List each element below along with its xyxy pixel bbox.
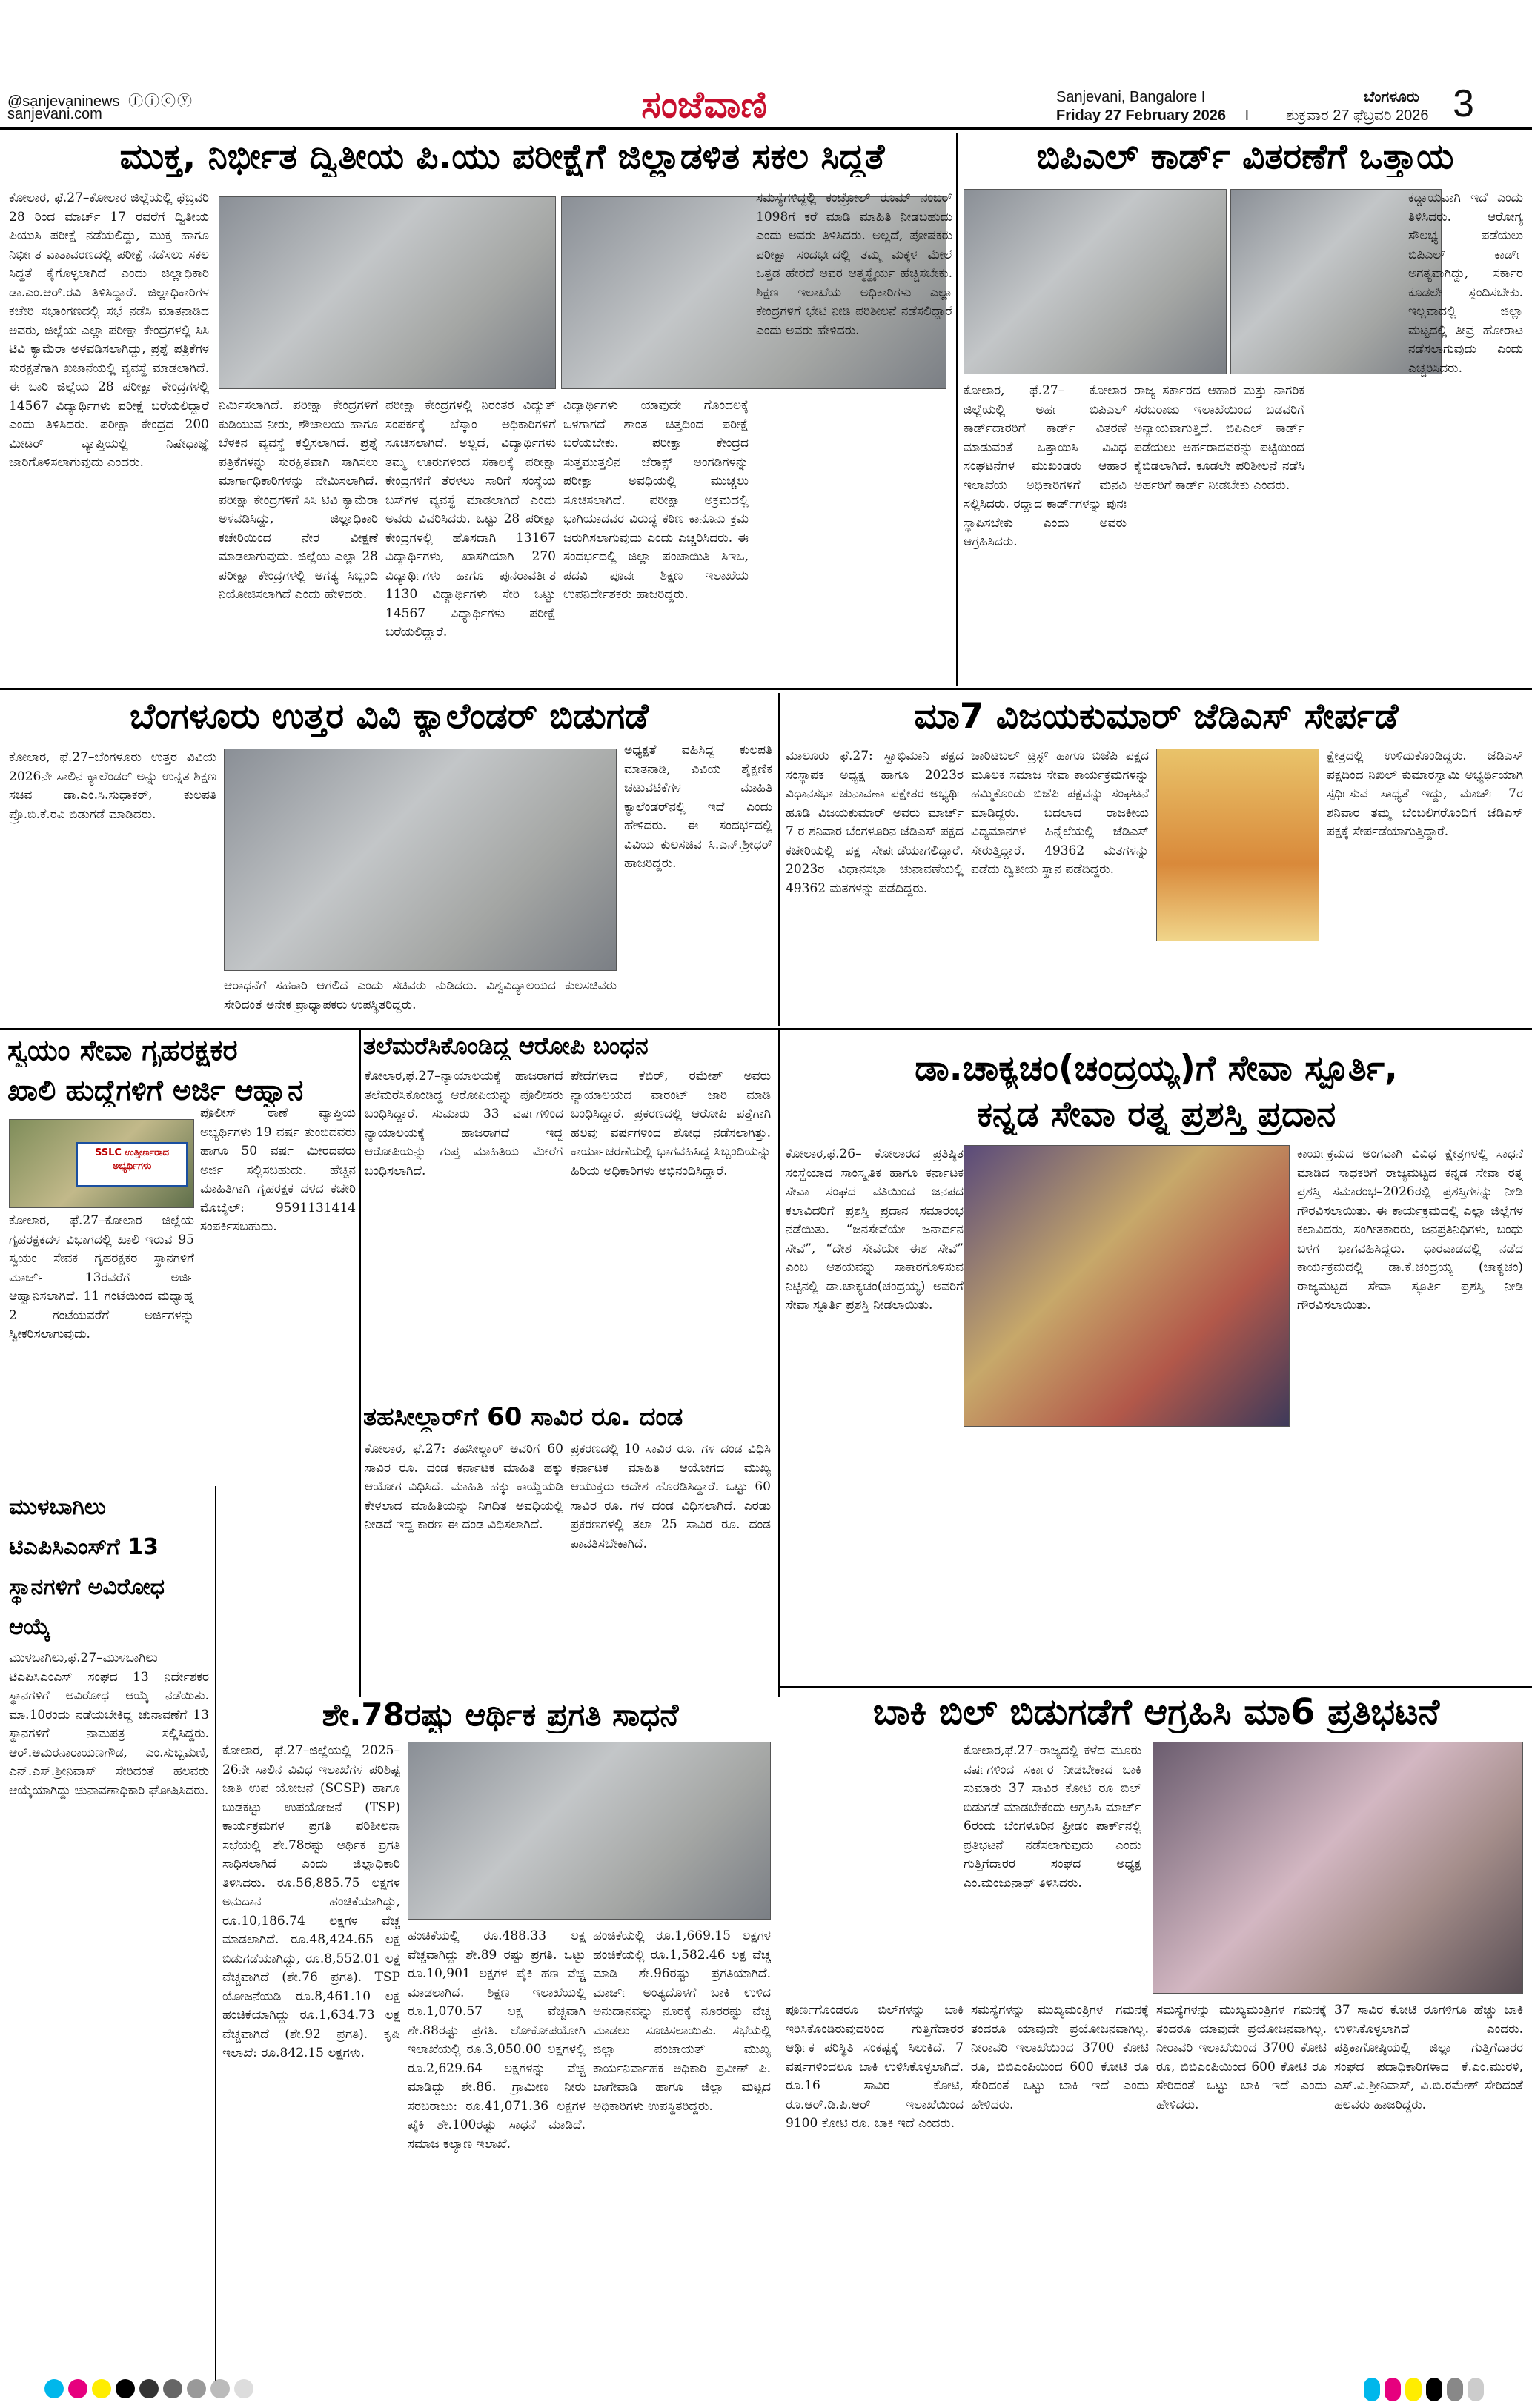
- social-icons: ⓕⓘⓒⓨ: [128, 93, 194, 110]
- article-pu-col-5: ಸಮಸ್ಯೆಗಳಿದ್ದಲ್ಲಿ ಕಂಟ್ರೋಲ್ ರೂಮ್ ನಂಬರ್ 1098ಗೆ ಕರೆ ಮಾಡಿ ಮಾಹಿತಿ ನೀಡಬಹುದು ಎಂದು ಅವರು ತಿಳಿಸಿದರು. ಅಲ್ಲದೆ, ಪೋಷಕರು ಪರೀಕ್ಷಾ ಸಂದರ್ಭದಲ್ಲಿ ತಮ್ಮ ಮಕ್ಕಳ ಮೇಲೆ ಒತ್ತಡ ಹೇರದೆ ಅವರ ಆತ್ಮಸ್ಥೈರ್ಯ ಹೆಚ್ಚಿಸಬೇಕು. ಶಿಕ್ಷಣ ಇಲಾಖೆಯ ಅಧಿಕಾರಿಗಳು ಎಲ್ಲಾ ಕೇಂದ್ರಗಳಿಗೆ ಭೇಟಿ ನೀಡಿ ಪರಿಶೀಲನೆ ನಡೆಸಲಿದ್ದಾರೆ ಎಂದು ಅವರು ಹೇಳಿದರು.: [756, 190, 952, 338]
- edition-name: Sanjevani, Bangalore I: [1056, 89, 1206, 105]
- photo-home-guards-sign: SSLC ಉತ್ತೀರ್ಣರಾದ ಅಭ್ಯರ್ಥಿಗಳು: [76, 1142, 188, 1187]
- article-guards-col-2: ಪೊಲೀಸ್ ಠಾಣೆ ವ್ಯಾಪ್ತಿಯ ಅಭ್ಯರ್ಥಿಗಳು 19 ವರ್ಷ ತುಂಬಿದವರು ಹಾಗೂ 50 ವರ್ಷ ಮೀರದವರು ಅರ್ಜಿ ಸಲ್ಲಿಸಬಹುದು. ಹೆಚ್ಚಿನ ಮಾಹಿತಿಗಾಗಿ ಗೃಹರಕ್ಷಕ ದಳದ ಕಚೇರಿ ಮೊಬೈಲ್: 9591131414 ಸಂಪರ್ಕಿಸಬಹುದು.: [200, 1106, 356, 1234]
- photo-progress-meeting: [408, 1742, 771, 1920]
- article-calendar-col-1: ಕೋಲಾರ, ಫೆ.27–ಬೆಂಗಳೂರು ಉತ್ತರ ವಿವಿಯ 2026ನೇ ಸಾಲಿನ ಕ್ಯಾಲೆಂಡರ್ ಅನ್ನು ಉನ್ನತ ಶಿಕ್ಷಣ ಸಚಿವ ಡಾ.ಎಂ.ಸಿ.ಸುಧಾಕರ್, ಕುಲಪತಿ ಪ್ರೊ.ಬಿ.ಕೆ.ರವಿ ಬಿಡುಗಡೆ ಮಾಡಿದರು.: [9, 750, 216, 822]
- article-fine-col-1: ಕೋಲಾರ, ಫೆ.27: ತಹಸೀಲ್ದಾರ್ ಅವರಿಗೆ 60 ಸಾವಿರ ರೂ. ದಂಡ ಕರ್ನಾಟಕ ಮಾಹಿತಿ ಹಕ್ಕು ಆಯೋಗ ವಿಧಿಸಿದೆ. ಮಾಹಿತಿ ಹಕ್ಕು ಕಾಯ್ದೆಯಡಿ ಕೇಳಲಾದ ಮಾಹಿತಿಯನ್ನು ನಿಗದಿತ ಅವಧಿಯಲ್ಲಿ ನೀಡದೆ ಇದ್ದ ಕಾರಣ ಈ ದಂಡ ವಿಧಿಸಲಾಗಿದೆ.: [365, 1442, 563, 1532]
- headline-pu-exam: ಮುಕ್ತ, ನಿರ್ಭೀತ ದ್ವಿತೀಯ ಪಿ.ಯು ಪರೀಕ್ಷೆಗೆ ಜಿಲ್ಲಾಡಳಿತ ಸಕಲ ಸಿದ್ಧತೆ: [119, 137, 885, 177]
- article-bpl-col-2: ರಾಜ್ಯ ಸರ್ಕಾರದ ಆಹಾರ ಮತ್ತು ನಾಗರಿಕ ಸರಬರಾಜು ಇಲಾಖೆಯಿಂದ ಬಡವರಿಗೆ ಅನ್ಯಾಯವಾಗುತ್ತಿದೆ. ಬಿಪಿಎಲ್ ಕಾರ್ಡ್ ಪಡೆಯಲು ಅರ್ಹರಾದವರನ್ನು ಪಟ್ಟಿಯಿಂದ ಕೈಬಿಡಲಾಗಿದೆ. ಕೂಡಲೇ ಪರಿಶೀಲನೆ ನಡೆಸಿ ಅರ್ಹರಿಗೆ ಕಾರ್ಡ್ ನೀಡಬೇಕು ಎಂದರು.: [1134, 383, 1304, 493]
- social-handle[interactable]: @sanjevaninews: [7, 93, 120, 110]
- article-arrest-col-2: ಪೇದೆಗಳಾದ ಕೆಬಿರ್, ರಮೇಶ್ ಅವರು ನ್ಯಾಯಾಲಯದ ವಾರಂಟ್ ಜಾರಿ ಮಾಡಿ ಬಂಧಿಸಿದ್ದಾರೆ. ಪ್ರಕರಣದಲ್ಲಿ ಆರೋಪಿ ಪತ್ತೆಗಾಗಿ ಹಲವು ವರ್ಷಗಳಿಂದ ಶೋಧ ನಡೆಸಲಾಗಿತ್ತು. ಕಾರ್ಯಾಚರಣೆಯಲ್ಲಿ ಭಾಗವಹಿಸಿದ್ದ ಸಿಬ್ಬಂದಿಯನ್ನು ಹಿರಿಯ ಅಧಿಕಾರಿಗಳು ಅಭಿನಂದಿಸಿದ್ದಾರೆ.: [571, 1069, 771, 1178]
- edition-city: ಬೆಂಗಳೂರು: [1364, 89, 1419, 105]
- headline-pending-bills: ಬಾಕಿ ಬಿಲ್ ಬಿಡುಗಡೆಗೆ ಆಗ್ರಹಿಸಿ ಮಾ6 ಪ್ರತಿಭಟನೆ: [872, 1692, 1440, 1733]
- subhead-home-guards: ಖಾಲಿ ಹುದ್ದೆಗಳಿಗೆ ಅರ್ಜಿ ಆಹ್ವಾನ: [7, 1075, 304, 1107]
- registration-color-marks-left: [44, 2379, 258, 2401]
- article-bills-col-3: ಸಮಸ್ಯೆಗಳನ್ನು ಮುಖ್ಯಮಂತ್ರಿಗಳ ಗಮನಕ್ಕೆ ತಂದರೂ ಯಾವುದೇ ಪ್ರಯೋಜನವಾಗಿಲ್ಲ. ನೀರಾವರಿ ಇಲಾಖೆಯಿಂದ 3700 ಕೋಟಿ ರೂ, ಬಿಬಿಎಂಪಿಯಿಂದ 600 ಕೋಟಿ ರೂ ಸೇರಿದಂತೆ ಒಟ್ಟು ಬಾಕಿ ಇದೆ ಎಂದು ಹೇಳಿದರು.: [971, 2003, 1149, 2112]
- article-jds-col-3: ಕ್ಷೇತ್ರದಲ್ಲಿ ಉಳಿದುಕೊಂಡಿದ್ದರು. ಜೆಡಿಎಸ್ ಪಕ್ಷದಿಂದ ನಿಖಿಲ್ ಕುಮಾರಸ್ವಾಮಿ ಅಭ್ಯರ್ಥಿಯಾಗಿ ಸ್ಪರ್ಧಿಸುವ ಸಾಧ್ಯತೆ ಇದ್ದು, ಮಾರ್ಚ್ 7ರ ಶನಿವಾರ ತಮ್ಮ ಬೆಂಬಲಿಗರೊಂದಿಗೆ ಜೆಡಿಎಸ್ ಪಕ್ಷಕ್ಕೆ ಸೇರ್ಪಡೆಯಾಗುತ್ತಿದ್ದಾರೆ.: [1327, 749, 1523, 839]
- date-english: Friday 27 February 2026: [1056, 107, 1227, 124]
- registration-color-marks-right: [1364, 2378, 1488, 2404]
- photo-bpl-meeting: [964, 189, 1227, 374]
- article-progress-col-2: ಹಂಚಿಕೆಯಲ್ಲಿ ರೂ.488.33 ಲಕ್ಷ ವೆಚ್ಚವಾಗಿದ್ದು ಶೇ.89 ರಷ್ಟು ಪ್ರಗತಿ. ಒಟ್ಟು ರೂ.10,901 ಲಕ್ಷಗಳ ಪೈಕಿ ಹಣ ವೆಚ್ಚ ಮಾಡಲಾಗಿದೆ. ಶಿಕ್ಷಣ ಇಲಾಖೆಯಲ್ಲಿ ರೂ.1,070.57 ಲಕ್ಷ ವೆಚ್ಚವಾಗಿ ಶೇ.88ರಷ್ಟು ಪ್ರಗತಿ. ಲೋಕೋಪಯೋಗಿ ಇಲಾಖೆಯಲ್ಲಿ ರೂ.3,050.00 ಲಕ್ಷಗಳಲ್ಲಿ ರೂ.2,629.64 ಲಕ್ಷಗಳನ್ನು ವೆಚ್ಚ ಮಾಡಿದ್ದು ಶೇ.86. ಗ್ರಾಮೀಣ ನೀರು ಸರಬರಾಜು: ರೂ.41,071.36 ಲಕ್ಷಗಳ ಪೈಕಿ ಶೇ.100ರಷ್ಟು ಸಾಧನೆ ಮಾಡಿದೆ. ಸಮಾಜ ಕಲ್ಯಾಣ ಇಲಾಖೆ.: [408, 1928, 586, 2152]
- photo-vijayakumar-portrait: [1156, 749, 1319, 941]
- section-rule: [0, 1028, 1532, 1030]
- column-rule: [215, 1486, 216, 2394]
- article-mulbagal-col-1: ಮುಳಬಾಗಿಲು,ಫೆ.27–ಮುಳಬಾಗಿಲು ಟಿಎಪಿಸಿಎಂಎಸ್ ಸಂಘದ 13 ನಿರ್ದೇಶಕರ ಸ್ಥಾನಗಳಿಗೆ ಅವಿರೋಧ ಆಯ್ಕೆ ನಡೆಯಿತು. ಮಾ.10ರಂದು ನಡೆಯಬೇಕಿದ್ದ ಚುನಾವಣೆಗೆ 13 ಸ್ಥಾನಗಳಿಗೆ ನಾಮಪತ್ರ ಸಲ್ಲಿಸಿದ್ದರು. ಆರ್.ಅಮರನಾರಾಯಣಗೌಡ, ಎಂ.ಸುಬ್ಬಮಣಿ, ಎನ್.ಎಸ್.ಶ್ರೀನಿವಾಸ್ ಸೇರಿದಂತೆ ಹಲವರು ಆಯ್ಕೆಯಾಗಿದ್ದು ಚುನಾವಣಾಧಿಕಾರಿ ಘೋಷಿಸಿದರು.: [9, 1651, 209, 1798]
- headline-accused-arrested: ತಲೆಮರೆಸಿಕೊಂಡಿದ್ದ ಆರೋಪಿ ಬಂಧನ: [363, 1032, 649, 1060]
- article-guards-col-1: ಕೋಲಾರ, ಫೆ.27–ಕೋಲಾರ ಜಿಲ್ಲೆಯ ಗೃಹರಕ್ಷಕದಳ ವಿಭಾಗದಲ್ಲಿ ಖಾಲಿ ಇರುವ 95 ಸ್ವಯಂ ಸೇವಕ ಗೃಹರಕ್ಷಕರ ಸ್ಥಾನಗಳಿಗೆ ಮಾರ್ಚ್ 13ರವರೆಗೆ ಅರ್ಜಿ ಆಹ್ವಾನಿಸಲಾಗಿದೆ. 11 ಗಂಟೆಯಿಂದ ಮಧ್ಯಾಹ್ನ 2 ಗಂಟೆಯವರೆಗೆ ಅರ್ಜಿಗಳನ್ನು ಸ್ವೀಕರಿಸಲಾಗುವುದು.: [9, 1213, 194, 1341]
- article-progress-col-1: ಕೋಲಾರ, ಫೆ.27–ಜಿಲ್ಲೆಯಲ್ಲಿ 2025–26ನೇ ಸಾಲಿನ ವಿವಿಧ ಇಲಾಖೆಗಳ ಪರಿಶಿಷ್ಟ ಜಾತಿ ಉಪ ಯೋಜನೆ (SCSP) ಹಾಗೂ ಬುಡಕಟ್ಟು ಉಪಯೋಜನೆ (TSP) ಕಾರ್ಯಕ್ರಮಗಳ ಪ್ರಗತಿ ಪರಿಶೀಲನಾ ಸಭೆಯಲ್ಲಿ ಶೇ.78ರಷ್ಟು ಆರ್ಥಿಕ ಪ್ರಗತಿ ಸಾಧಿಸಲಾಗಿದೆ ಎಂದು ಜಿಲ್ಲಾಧಿಕಾರಿ ತಿಳಿಸಿದರು. ರೂ.56,885.75 ಲಕ್ಷಗಳ ಅನುದಾನ ಹಂಚಿಕೆಯಾಗಿದ್ದು, ರೂ.10,186.74 ಲಕ್ಷಗಳ ವೆಚ್ಚ ಮಾಡಲಾಗಿದೆ. ರೂ.48,424.65 ಲಕ್ಷ ಬಿಡುಗಡೆಯಾಗಿದ್ದು, ರೂ.8,552.01 ಲಕ್ಷ ವೆಚ್ಚವಾಗಿದೆ (ಶೇ.76 ಪ್ರಗತಿ). TSP ಯೋಜನೆಯಡಿ ರೂ.8,461.10 ಲಕ್ಷ ಹಂಚಿಕೆಯಾಗಿದ್ದು ರೂ.1,634.73 ಲಕ್ಷ ವೆಚ್ಚವಾಗಿದೆ (ಶೇ.92 ಪ್ರಗತಿ). ಕೃಷಿ ಇಲಾಖೆ: ರೂ.842.15 ಲಕ್ಷಗಳು.: [222, 1743, 400, 2060]
- column-rule: [359, 1030, 361, 1697]
- headline-economic-progress: ಶೇ.78ರಷ್ಟು ಆರ್ಥಿಕ ಪ್ರಗತಿ ಸಾಧನೆ: [322, 1697, 679, 1733]
- newspaper-logo: ಸಂಜೆವಾಣಿ: [641, 82, 767, 126]
- article-bills-col-5: ಸಮಸ್ಯೆಗಳನ್ನು ಮುಖ್ಯಮಂತ್ರಿಗಳ ಗಮನಕ್ಕೆ ತಂದರೂ ಯಾವುದೇ ಪ್ರಯೋಜನವಾಗಿಲ್ಲ. ನೀರಾವರಿ ಇಲಾಖೆಯಿಂದ 3700 ಕೋಟಿ ರೂ, ಬಿಬಿಎಂಪಿಯಿಂದ 600 ಕೋಟಿ ರೂ ಸೇರಿದಂತೆ ಒಟ್ಟು ಬಾಕಿ ಇದೆ ಎಂದು ಹೇಳಿದರು.: [1156, 2003, 1327, 2112]
- column-rule: [778, 1030, 780, 1697]
- masthead-rule: [0, 127, 1532, 130]
- date-line: Friday 27 February 2026 I ಶುಕ್ರವಾರ 27 ಫೆಬ್ರವರಿ 2026: [1056, 107, 1429, 124]
- article-fine-col-2: ಪ್ರಕರಣದಲ್ಲಿ 10 ಸಾವಿರ ರೂ. ಗಳ ದಂಡ ವಿಧಿಸಿ ಕರ್ನಾಟಕ ಮಾಹಿತಿ ಆಯೋಗದ ಮುಖ್ಯ ಆಯುಕ್ತರು ಆದೇಶ ಹೊರಡಿಸಿದ್ದಾರೆ. ಒಟ್ಟು 60 ಸಾವಿರ ರೂ. ಗಳ ದಂಡ ವಿಧಿಸಲಾಗಿದೆ. ಎರಡು ಪ್ರಕರಣಗಳಲ್ಲಿ ತಲಾ 25 ಸಾವಿರ ರೂ. ದಂಡ ಪಾವತಿಸಬೇಕಾಗಿದೆ.: [571, 1442, 771, 1551]
- article-bills-col-1: ಕೋಲಾರ,ಫೆ.27–ರಾಜ್ಯದಲ್ಲಿ ಕಳೆದ ಮೂರು ವರ್ಷಗಳಿಂದ ಸರ್ಕಾರ ನೀಡಬೇಕಾದ ಬಾಕಿ ಸುಮಾರು 37 ಸಾವಿರ ಕೋಟಿ ರೂ ಬಿಲ್ ಬಿಡುಗಡೆ ಮಾಡಬೇಕೆಂದು ಆಗ್ರಹಿಸಿ ಮಾರ್ಚ್ 6ರಂದು ಬೆಂಗಳೂರಿನ ಫ್ರೀಡಂ ಪಾರ್ಕ್‌ನಲ್ಲಿ ಪ್ರತಿಭಟನೆ ನಡೆಸಲಾಗುವುದು ಎಂದು ಗುತ್ತಿಗೆದಾರರ ಸಂಘದ ಅಧ್ಯಕ್ಷ ಎಂ.ಮಂಜುನಾಥ್ ತಿಳಿಸಿದರು.: [964, 1743, 1141, 1890]
- article-arrest-col-1: ಕೋಲಾರ,ಫೆ.27–ನ್ಯಾಯಾಲಯಕ್ಕೆ ಹಾಜರಾಗದೆ ತಲೆಮರೆಸಿಕೊಂಡಿದ್ದ ಆರೋಪಿಯನ್ನು ಪೊಲೀಸರು ಬಂಧಿಸಿದ್ದಾರೆ. ಸುಮಾರು 33 ವರ್ಷಗಳಿಂದ ನ್ಯಾಯಾಲಯಕ್ಕೆ ಹಾಜರಾಗದೆ ಇದ್ದ ಆರೋಪಿಯನ್ನು ಗುಪ್ತ ಮಾಹಿತಿಯ ಮೇರೆಗೆ ಬಂಧಿಸಲಾಗಿದೆ.: [365, 1069, 563, 1178]
- article-progress-col-3: ಹಂಚಿಕೆಯಲ್ಲಿ ರೂ.1,669.15 ಲಕ್ಷಗಳ ಹಂಚಿಕೆಯಲ್ಲಿ ರೂ.1,582.46 ಲಕ್ಷ ವೆಚ್ಚ ಮಾಡಿ ಶೇ.96ರಷ್ಟು ಪ್ರಗತಿಯಾಗಿದೆ. ಮಾರ್ಚ್ ಅಂತ್ಯದೊಳಗೆ ಬಾಕಿ ಉಳಿದ ಅನುದಾನವನ್ನು ನೂರಕ್ಕೆ ನೂರರಷ್ಟು ವೆಚ್ಚ ಮಾಡಲು ಸೂಚಿಸಲಾಯಿತು. ಸಭೆಯಲ್ಲಿ ಜಿಲ್ಲಾ ಪಂಚಾಯತ್ ಮುಖ್ಯ ಕಾರ್ಯನಿರ್ವಾಹಕ ಅಧಿಕಾರಿ ಪ್ರವೀಣ್ ಪಿ. ಬಾಗೇವಾಡಿ ಹಾಗೂ ಜಿಲ್ಲಾ ಮಟ್ಟದ ಅಧಿಕಾರಿಗಳು ಉಪಸ್ಥಿತರಿದ್ದರು.: [593, 1928, 771, 2114]
- article-bills-col-2: ಪೂರ್ಣಗೊಂಡರೂ ಬಿಲ್‌ಗಳನ್ನು ಬಾಕಿ ಇರಿಸಿಕೊಂಡಿರುವುದರಿಂದ ಗುತ್ತಿಗೆದಾರರ ಆರ್ಥಿಕ ಪರಿಸ್ಥಿತಿ ಸಂಕಷ್ಟಕ್ಕೆ ಸಿಲುಕಿದೆ. 7 ವರ್ಷಗಳಿಂದಲೂ ಬಾಕಿ ಉಳಿಸಿಕೊಳ್ಳಲಾಗಿದೆ. ರೂ.16 ಸಾವಿರ ಕೋಟಿ, ರೂ.ಆರ್.ಡಿ.ಪಿ.ಆರ್ ಇಲಾಖೆಯಿಂದ 9100 ಕೋಟಿ ರೂ. ಬಾಕಿ ಇದೆ ಎಂದರು.: [786, 2003, 964, 2131]
- section-rule: [778, 1686, 1532, 1688]
- headline-award: ಡಾ.ಚಾಕ್ಯಚಂ(ಚಂದ್ರಯ್ಯ)ಗೆ ಸೇವಾ ಸ್ಫೂರ್ತಿ,: [915, 1049, 1398, 1089]
- website-link[interactable]: sanjevani.com: [7, 106, 102, 122]
- photo-award-ceremony: [964, 1145, 1290, 1427]
- article-calendar-col-3: ಅಧ್ಯಕ್ಷತೆ ವಹಿಸಿದ್ದ ಕುಲಪತಿ ಮಾತನಾಡಿ, ವಿವಿಯ ಶೈಕ್ಷಣಿಕ ಚಟುವಟಿಕೆಗಳ ಮಾಹಿತಿ ಕ್ಯಾಲೆಂಡರ್‌ನಲ್ಲಿ ಇದೆ ಎಂದು ಹೇಳಿದರು. ಈ ಸಂದರ್ಭದಲ್ಲಿ ವಿವಿಯ ಕುಲಸಚಿವ ಸಿ.ಎನ್.ಶ್ರೀಧರ್ ಹಾಜರಿದ್ದರು.: [624, 743, 772, 871]
- date-kannada: ಶುಕ್ರವಾರ 27 ಫೆಬ್ರವರಿ 2026: [1286, 107, 1429, 124]
- headline-mulbagal: ಮುಳಬಾಗಿಲು ಟಿಎಪಿಸಿಎಂಸ್‌ಗೆ 13 ಸ್ಥಾನಗಳಿಗೆ ಅವಿರೋಧ ಆಯ್ಕೆ: [9, 1494, 165, 1640]
- column-rule: [778, 693, 780, 1026]
- article-award-col-2: ಕಾರ್ಯಕ್ರಮದ ಅಂಗವಾಗಿ ವಿವಿಧ ಕ್ಷೇತ್ರಗಳಲ್ಲಿ ಸಾಧನೆ ಮಾಡಿದ ಸಾಧಕರಿಗೆ ರಾಜ್ಯಮಟ್ಟದ ಕನ್ನಡ ಸೇವಾ ರತ್ನ ಪ್ರಶಸ್ತಿ ಸಮಾರಂಭ–2026ರಲ್ಲಿ ಪ್ರಶಸ್ತಿಗಳನ್ನು ನೀಡಿ ಗೌರವಿಸಲಾಯಿತು. ಈ ಕಾರ್ಯಕ್ರಮದಲ್ಲಿ ಎಲ್ಲಾ ಜಿಲ್ಲೆಗಳ ಕಲಾವಿದರು, ಸಂಗೀತಕಾರರು, ಜನಪ್ರತಿನಿಧಿಗಳು, ಬಂಧು ಬಳಗ ಭಾಗವಹಿಸಿದ್ದರು. ಧಾರವಾಡದಲ್ಲಿ ನಡೆದ ಕಾರ್ಯಕ್ರಮದಲ್ಲಿ ಡಾ.ಕೆ.ಚಂದ್ರಯ್ಯ (ಚಾಕ್ಯಚಂ) ರಾಜ್ಯಮಟ್ಟದ ಸೇವಾ ಸ್ಫೂರ್ತಿ ಪ್ರಶಸ್ತಿ ನೀಡಿ ಗೌರವಿಸಲಾಯಿತು.: [1297, 1147, 1523, 1313]
- edition-line: [1056, 89, 1442, 106]
- photo-pu-meeting: [219, 196, 556, 389]
- photo-contractors-group: [1153, 1742, 1523, 1994]
- section-rule: [0, 688, 1532, 690]
- photo-calendar-release: [224, 749, 617, 971]
- headline-vijayakumar-jds: ಮಾ7 ವಿಜಯಕುಮಾರ್ ಜೆಡಿಎಸ್ ಸೇರ್ಪಡೆ: [914, 697, 1399, 737]
- article-pu-col-4: ವಿದ್ಯಾರ್ಥಿಗಳು ಯಾವುದೇ ಗೊಂದಲಕ್ಕೆ ಒಳಗಾಗದೆ ಶಾಂತ ಚಿತ್ತದಿಂದ ಪರೀಕ್ಷೆ ಬರೆಯಬೇಕು. ಪರೀಕ್ಷಾ ಕೇಂದ್ರದ ಸುತ್ತಮುತ್ತಲಿನ ಜೆರಾಕ್ಸ್ ಅಂಗಡಿಗಳನ್ನು ಪರೀಕ್ಷಾ ಅವಧಿಯಲ್ಲಿ ಮುಚ್ಚಲು ಸೂಚಿಸಲಾಗಿದೆ. ಪರೀಕ್ಷಾ ಅಕ್ರಮದಲ್ಲಿ ಭಾಗಿಯಾದವರ ವಿರುದ್ಧ ಕಠಿಣ ಕಾನೂನು ಕ್ರಮ ಜರುಗಿಸಲಾಗುವುದು ಎಂದು ಎಚ್ಚರಿಸಿದರು. ಈ ಸಂದರ್ಭದಲ್ಲಿ ಜಿಲ್ಲಾ ಪಂಚಾಯಿತಿ ಸಿಇಒ, ಪದವಿ ಪೂರ್ವ ಶಿಕ್ಷಣ ಇಲಾಖೆಯ ಉಪನಿರ್ದೇಶಕರು ಹಾಜರಿದ್ದರು.: [563, 398, 749, 602]
- article-pu-col-2: ನಿರ್ಮಿಸಲಾಗಿದೆ. ಪರೀಕ್ಷಾ ಕೇಂದ್ರಗಳಿಗೆ ಕುಡಿಯುವ ನೀರು, ಶೌಚಾಲಯ ಹಾಗೂ ಬೆಳಕಿನ ವ್ಯವಸ್ಥೆ ಕಲ್ಪಿಸಲಾಗಿದೆ. ಪ್ರಶ್ನೆ ಪತ್ರಿಕೆಗಳನ್ನು ಸುರಕ್ಷಿತವಾಗಿ ಸಾಗಿಸಲು ಮಾರ್ಗಾಧಿಕಾರಿಗಳನ್ನು ನೇಮಿಸಲಾಗಿದೆ. ಪರೀಕ್ಷಾ ಕೇಂದ್ರಗಳಿಗೆ ಸಿಸಿ ಟಿವಿ ಕ್ಯಾಮೆರಾ ಅಳವಡಿಸಿದ್ದು, ಜಿಲ್ಲಾಧಿಕಾರಿ ಕಚೇರಿಯಿಂದ ನೇರ ವೀಕ್ಷಣೆ ಮಾಡಲಾಗುವುದು. ಜಿಲ್ಲೆಯ ಎಲ್ಲಾ 28 ಪರೀಕ್ಷಾ ಕೇಂದ್ರಗಳಲ್ಲಿ ಅಗತ್ಯ ಸಿಬ್ಬಂದಿ ನಿಯೋಜಿಸಲಾಗಿದೆ ಎಂದು ಹೇಳಿದರು.: [219, 398, 378, 602]
- article-award-col-1: ಕೋಲಾರ,ಫೆ.26– ಕೋಲಾರದ ಪ್ರತಿಷ್ಠಿತ ಸಂಸ್ಥೆಯಾದ ಸಾಂಸ್ಕೃತಿಕ ಹಾಗೂ ಕರ್ನಾಟಕ ಸೇವಾ ಸಂಘದ ವತಿಯಿಂದ ಜನಪದ ಕಲಾವಿದರಿಗೆ ಪ್ರಶಸ್ತಿ ಪ್ರದಾನ ಸಮಾರಂಭ ನಡೆಯಿತು. “ಜನಸೇವೆಯೇ ಜನಾರ್ದನ ಸೇವೆ”, “ದೇಶ ಸೇವೆಯೇ ಈಶ ಸೇವೆ” ಎಂಬ ಆಶಯವನ್ನು ಸಾಕಾರಗೊಳಿಸುವ ನಿಟ್ಟಿನಲ್ಲಿ ಡಾ.ಚಾಕ್ಯಚಂ(ಚಂದ್ರಯ್ಯ) ಅವರಿಗೆ ಸೇವಾ ಸ್ಫೂರ್ತಿ ಪ್ರಶಸ್ತಿ ನೀಡಲಾಯಿತು.: [786, 1147, 964, 1313]
- article-bills-col-4: 37 ಸಾವಿರ ಕೋಟಿ ರೂಗಳಿಗೂ ಹೆಚ್ಚು ಬಾಕಿ ಉಳಿಸಿಕೊಳ್ಳಲಾಗಿದೆ ಎಂದರು. ಪತ್ರಿಕಾಗೋಷ್ಠಿಯಲ್ಲಿ ಜಿಲ್ಲಾ ಗುತ್ತಿಗೆದಾರರ ಸಂಘದ ಪದಾಧಿಕಾರಿಗಳಾದ ಕೆ.ಎಂ.ಮುರಳಿ, ಎಸ್.ವಿ.ಶ್ರೀನಿವಾಸ್, ವಿ.ಬಿ.ರಮೇಶ್ ಸೇರಿದಂತೆ ಹಲವರು ಹಾಜರಿದ್ದರು.: [1334, 2003, 1523, 2112]
- article-pu-col-3: ಪರೀಕ್ಷಾ ಕೇಂದ್ರಗಳಲ್ಲಿ ನಿರಂತರ ವಿದ್ಯುತ್ ಸಂಪರ್ಕಕ್ಕೆ ಬೆಸ್ಕಾಂ ಅಧಿಕಾರಿಗಳಿಗೆ ಸೂಚಿಸಲಾಗಿದೆ. ಅಲ್ಲದೆ, ವಿದ್ಯಾರ್ಥಿಗಳು ತಮ್ಮ ಊರುಗಳಿಂದ ಸಕಾಲಕ್ಕೆ ಪರೀಕ್ಷಾ ಕೇಂದ್ರಗಳಿಗೆ ತೆರಳಲು ಸಾರಿಗೆ ಸಂಸ್ಥೆಯ ಬಸ್‌ಗಳ ವ್ಯವಸ್ಥೆ ಮಾಡಲಾಗಿದೆ ಎಂದು ಅವರು ವಿವರಿಸಿದರು. ಒಟ್ಟು 28 ಪರೀಕ್ಷಾ ಕೇಂದ್ರಗಳಲ್ಲಿ ಹೊಸದಾಗಿ 13167 ವಿದ್ಯಾರ್ಥಿಗಳು, ಖಾಸಗಿಯಾಗಿ 270 ವಿದ್ಯಾರ್ಥಿಗಳು ಹಾಗೂ ಪುನರಾವರ್ತಿತ 1130 ವಿದ್ಯಾರ್ಥಿಗಳು ಸೇರಿ ಒಟ್ಟು 14567 ವಿದ್ಯಾರ್ಥಿಗಳು ಪರೀಕ್ಷೆ ಬರೆಯಲಿದ್ದಾರೆ.: [385, 398, 556, 640]
- column-rule: [956, 133, 958, 686]
- article-jds-col-2: ಚಾರಿಟಬಲ್ ಟ್ರಸ್ಟ್ ಹಾಗೂ ಬಿಜೆಪಿ ಪಕ್ಷದ ಮೂಲಕ ಸಮಾಜ ಸೇವಾ ಕಾರ್ಯಕ್ರಮಗಳನ್ನು ಹಮ್ಮಿಕೊಂಡು ಬಿಜೆಪಿ ಪಕ್ಷವನ್ನು ಸಂಘಟನೆ ಮಾಡಿದ್ದರು. ಬದಲಾದ ರಾಜಕೀಯ ವಿದ್ಯಮಾನಗಳ ಹಿನ್ನೆಲೆಯಲ್ಲಿ ಜೆಡಿಎಸ್ ಸೇರುತ್ತಿದ್ದಾರೆ. 49362 ಮತಗಳನ್ನು ಪಡೆದು ದ್ವಿತೀಯ ಸ್ಥಾನ ಪಡೆದಿದ್ದರು.: [971, 749, 1149, 877]
- article-bpl-col-3: ಕಡ್ಡಾಯವಾಗಿ ಇದೆ ಎಂದು ತಿಳಿಸಿದರು. ಆರೋಗ್ಯ ಸೌಲಭ್ಯ ಪಡೆಯಲು ಬಿಪಿಎಲ್ ಕಾರ್ಡ್ ಅಗತ್ಯವಾಗಿದ್ದು, ಸರ್ಕಾರ ಕೂಡಲೇ ಸ್ಪಂದಿಸಬೇಕು. ಇಲ್ಲವಾದಲ್ಲಿ ಜಿಲ್ಲಾ ಮಟ್ಟದಲ್ಲಿ ತೀವ್ರ ಹೋರಾಟ ನಡೆಸಲಾಗುವುದು ಎಂದು ಎಚ್ಚರಿಸಿದರು.: [1408, 190, 1523, 376]
- page-number: 3: [1453, 82, 1474, 125]
- headline-bpl-card: ಬಿಪಿಎಲ್ ಕಾರ್ಡ್ ವಿತರಣೆಗೆ ಒತ್ತಾಯ: [1036, 137, 1454, 177]
- headline-tahsildar-fine: ತಹಸೀಲ್ದಾರ್‌ಗೆ 60 ಸಾವಿರ ರೂ. ದಂಡ: [363, 1403, 683, 1432]
- photo-home-guards: [9, 1119, 194, 1208]
- article-calendar-col-2: ಆರಾಧನೆಗೆ ಸಹಕಾರಿ ಆಗಲಿದೆ ಎಂದು ಸಚಿವರು ನುಡಿದರು. ವಿಶ್ವವಿದ್ಯಾಲಯದ ಕುಲಸಚಿವರು ಸೇರಿದಂತೆ ಅನೇಕ ಪ್ರಾಧ್ಯಾಪಕರು ಉಪಸ್ಥಿತರಿದ್ದರು.: [224, 978, 617, 1012]
- headline-university-calendar: ಬೆಂಗಳೂರು ಉತ್ತರ ವಿವಿ ಕ್ಯಾಲೆಂಡರ್ ಬಿಡುಗಡೆ: [129, 697, 649, 737]
- masthead: [0, 0, 1532, 130]
- headline-home-guards: ಸ್ವಯಂ ಸೇವಾ ಗೃಹರಕ್ಷಕರ: [7, 1035, 238, 1067]
- subhead-award: ಕನ್ನಡ ಸೇವಾ ರತ್ನ ಪ್ರಶಸ್ತಿ ಪ್ರದಾನ: [976, 1095, 1336, 1135]
- article-jds-col-1: ಮಾಲೂರು ಫೆ.27: ಸ್ವಾಭಿಮಾನಿ ಪಕ್ಷದ ಸಂಸ್ಥಾಪಕ ಅಧ್ಯಕ್ಷ ಹಾಗೂ 2023ರ ವಿಧಾನಸಭಾ ಚುನಾವಣಾ ಪಕ್ಷೇತರ ಅಭ್ಯರ್ಥಿ ಹೂಡಿ ವಿಜಯಕುಮಾರ್ ಅವರು ಮಾರ್ಚ್ 7 ರ ಶನಿವಾರ ಬೆಂಗಳೂರಿನ ಜೆಡಿಎಸ್ ಪಕ್ಷದ ಕಚೇರಿಯಲ್ಲಿ ಪಕ್ಷ ಸೇರ್ಪಡೆಯಾಗಲಿದ್ದಾರೆ. 2023ರ ವಿಧಾನಸಭಾ ಚುನಾವಣೆಯಲ್ಲಿ 49362 ಮತಗಳನ್ನು ಪಡೆದಿದ್ದರು.: [786, 749, 964, 896]
- article-bpl-col-1: ಕೋಲಾರ, ಫೆ.27– ಕೋಲಾರ ಜಿಲ್ಲೆಯಲ್ಲಿ ಅರ್ಹ ಬಿಪಿಎಲ್ ಕಾರ್ಡ್‌ದಾರರಿಗೆ ಕಾರ್ಡ್ ವಿತರಣೆ ಮಾಡುವಂತೆ ಒತ್ತಾಯಿಸಿ ವಿವಿಧ ಸಂಘಟನೆಗಳ ಮುಖಂಡರು ಆಹಾರ ಇಲಾಖೆಯ ಅಧಿಕಾರಿಗಳಿಗೆ ಮನವಿ ಸಲ್ಲಿಸಿದರು. ರದ್ದಾದ ಕಾರ್ಡ್‌ಗಳನ್ನು ಪುನಃ ಸ್ಥಾಪಿಸಬೇಕು ಎಂದು ಅವರು ಆಗ್ರಹಿಸಿದರು.: [964, 383, 1127, 549]
- article-pu-col-1: ಕೋಲಾರ, ಫೆ.27–ಕೋಲಾರ ಜಿಲ್ಲೆಯಲ್ಲಿ ಫೆಬ್ರವರಿ 28 ರಿಂದ ಮಾರ್ಚ್ 17 ರವರೆಗೆ ದ್ವಿತೀಯ ಪಿಯುಸಿ ಪರೀಕ್ಷೆ ನಡೆಯಲಿದ್ದು, ಮುಕ್ತ ಹಾಗೂ ನಿರ್ಭೀತ ವಾತಾವರಣದಲ್ಲಿ ಪರೀಕ್ಷೆ ನಡೆಸಲು ಸಕಲ ಸಿದ್ಧತೆ ಕೈಗೊಳ್ಳಲಾಗಿದೆ ಎಂದು ಜಿಲ್ಲಾಧಿಕಾರಿ ಡಾ.ಎಂ.ಆರ್.ರವಿ ತಿಳಿಸಿದ್ದಾರೆ. ಜಿಲ್ಲಾಧಿಕಾರಿಗಳ ಕಚೇರಿ ಸಭಾಂಗಣದಲ್ಲಿ ಸಭೆ ನಡೆಸಿ ಮಾತನಾಡಿದ ಅವರು, ಜಿಲ್ಲೆಯ ಎಲ್ಲಾ ಪರೀಕ್ಷಾ ಕೇಂದ್ರಗಳಲ್ಲಿ ಸಿಸಿ ಟಿವಿ ಕ್ಯಾಮೆರಾ ಅಳವಡಿಸಲಾಗಿದ್ದು, ಪ್ರಶ್ನೆ ಪತ್ರಿಕೆಗಳ ಸುರಕ್ಷತೆಗಾಗಿ ಖಜಾನೆಯಲ್ಲಿ ವ್ಯವಸ್ಥೆ ಮಾಡಲಾಗಿದೆ. ಈ ಬಾರಿ ಜಿಲ್ಲೆಯ 28 ಪರೀಕ್ಷಾ ಕೇಂದ್ರಗಳಲ್ಲಿ 14567 ವಿದ್ಯಾರ್ಥಿಗಳು ಪರೀಕ್ಷೆ ಬರೆಯಲಿದ್ದಾರೆ ಎಂದು ತಿಳಿಸಿದರು. ಪರೀಕ್ಷಾ ಕೇಂದ್ರದ 200 ಮೀಟರ್ ವ್ಯಾಪ್ತಿಯಲ್ಲಿ ನಿಷೇಧಾಜ್ಞೆ ಜಾರಿಗೊಳಿಸಲಾಗುವುದು ಎಂದರು.: [9, 190, 209, 470]
